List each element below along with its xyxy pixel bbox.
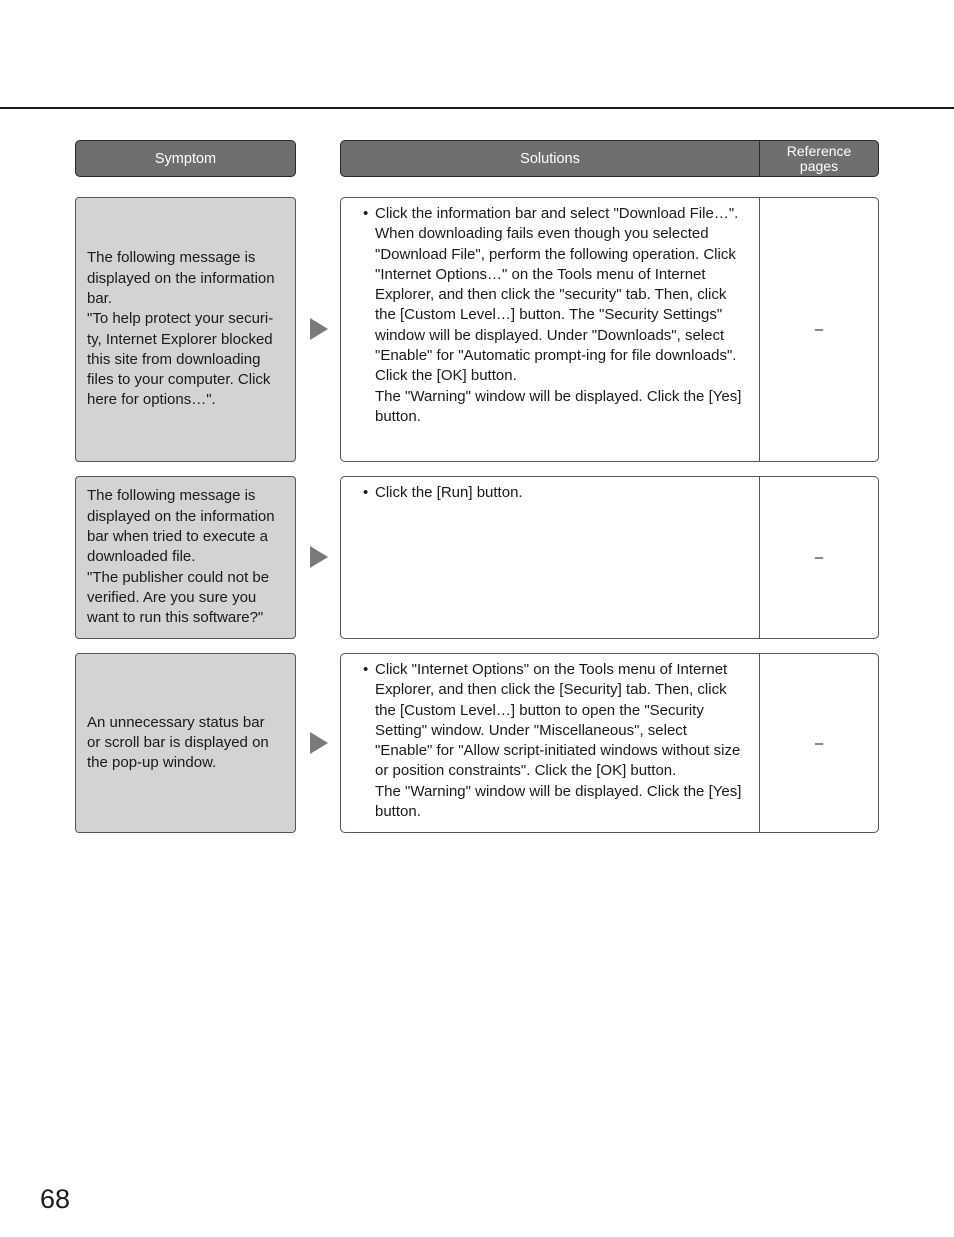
reference-cell-3 <box>759 654 878 832</box>
symptom-cell-1 <box>75 197 296 462</box>
reference-header-line1: Reference <box>786 142 852 159</box>
symptom-header-label: Symptom <box>154 150 217 167</box>
solutions-header-cell <box>341 141 759 176</box>
bullet-1: • <box>363 205 369 222</box>
solution-text-1: Click the information bar and select "Download File…". When downloading fails even though you selected "Download File", perform the following operation. Click "Internet Options…" on the Tools menu of Internet Explorer, and then click the "security" tab. Then, click the [Custom Level…] button. The "Security Settings" window will be displayed. Under "Downloads", select "Enable" for "Automatic prompt-ing for file downloads". Click the [OK] button. The "Warning" window will be displayed. Click the [Yes] button. <box>375 205 742 425</box>
solution-cell-2 <box>340 476 879 639</box>
solutions-header-label: Solutions <box>520 150 580 167</box>
page-number: 68 <box>40 1184 71 1214</box>
reference-cell-2 <box>759 477 878 638</box>
symptom-text-2: The following message is displayed on the information bar when tried to execute a downloaded file. "The publisher could not be verified. Are you sure you want to run this software?" <box>87 487 275 627</box>
symptom-text-1: The following message is displayed on the information bar. "To help protect your securi-ty, Internet Explorer blocked this site from downloading files to your computer. Click here for options…". <box>87 249 275 409</box>
solution-text-2: Click the [Run] button. <box>375 484 523 501</box>
solutions-header <box>340 140 879 177</box>
reference-cell-1 <box>759 198 878 461</box>
solution-text-area-3 <box>341 654 759 832</box>
solution-cell-3 <box>340 653 879 833</box>
symptom-text-3: An unnecessary status bar or scroll bar is displayed on the pop-up window. <box>87 713 269 772</box>
reference-value-3: – <box>814 734 824 752</box>
reference-value-1: – <box>814 321 824 338</box>
arrow-right-icon <box>310 546 328 568</box>
reference-header-line2: pages <box>799 157 839 174</box>
reference-header-cell <box>759 141 878 176</box>
solution-text-3: Click "Internet Options" on the Tools menu of Internet Explorer, and then click the [Security] tab. Then, click the [Custom Level…] button to open the "Security Setting" window. Under "Miscellaneous", select "Enable" for "Allow script-initiated windows without size or position constraints". Click the [OK] button. The "Warning" window will be displayed. Click the [Yes] button. <box>375 661 742 821</box>
symptom-cell-2 <box>75 476 296 639</box>
reference-value-2: – <box>814 549 824 566</box>
solution-text-area-1 <box>341 198 759 461</box>
arrow-right-icon <box>310 318 328 340</box>
symptom-header <box>75 140 296 177</box>
solution-text-area-2 <box>341 477 759 638</box>
symptom-cell-3 <box>75 653 296 833</box>
bullet-3: • <box>363 661 369 678</box>
bullet-2: • <box>363 484 369 501</box>
arrow-right-icon <box>310 732 328 754</box>
top-rule <box>0 107 954 109</box>
solution-cell-1 <box>340 197 879 462</box>
